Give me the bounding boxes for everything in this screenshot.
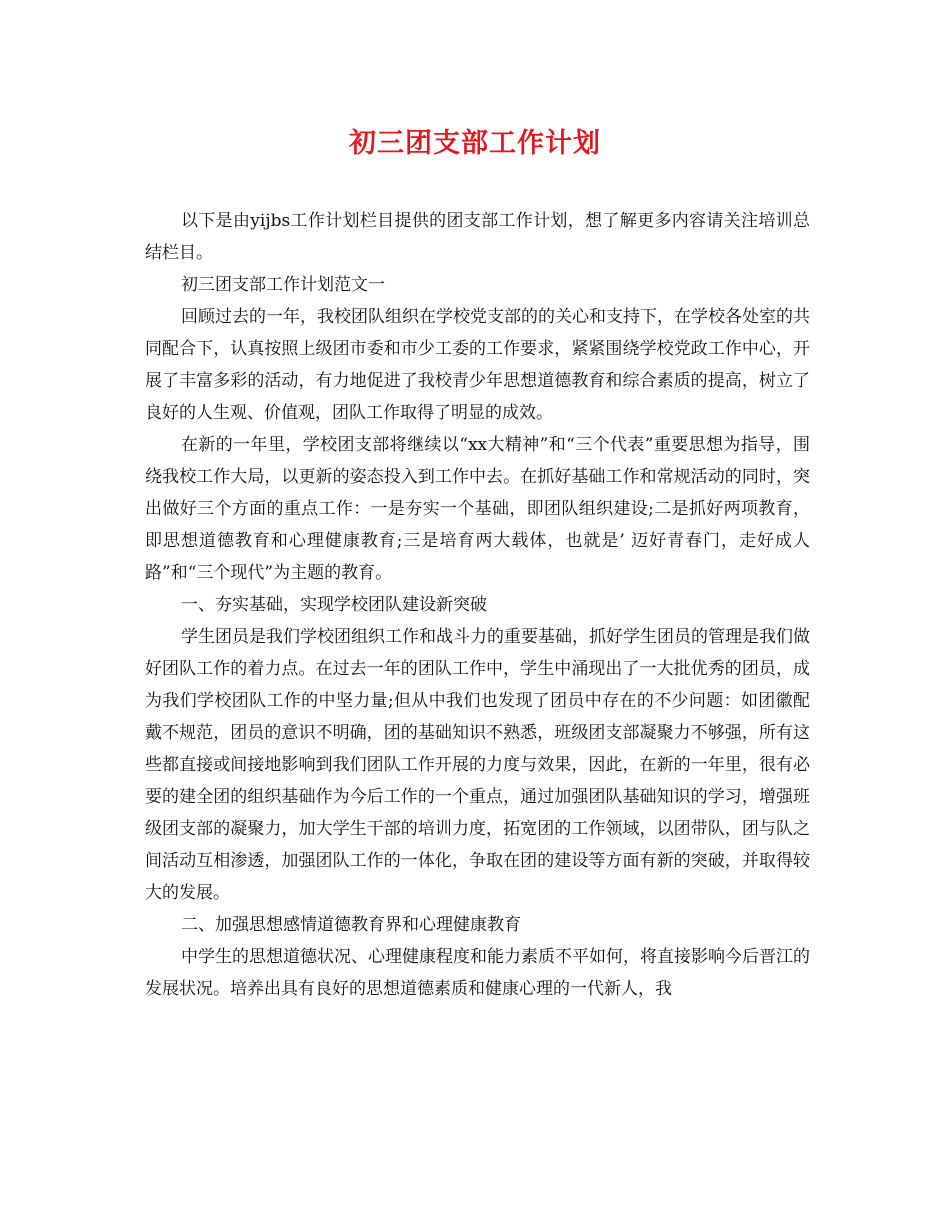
- section-heading-two: 二、加强思想感情道德教育界和心理健康教育: [181, 915, 521, 935]
- student-members-paragraph: 学生团员是我们学校团组织工作和战斗力的重要基础，抓好学生团员的管理是我们做好团队工作的着力点。在过去一年的团队工作中，学生中涌现出了一大批优秀的团员，成为我们学校团队工作的中坚力量;但从中我们也发现了团员中存在的不少问题：如团徽配戴不规范，团员的意识不明确，团的基础知识不熟悉，班级团支部凝聚力不够强，所有这些都直接或间接地影响到我们团队工作开展的力度与效果，因此，在新的一年里，很有必要的建全团的组织基础作为今后工作的一个重点，通过加强团队基础知识的学习，增强班级团支部的凝聚力，加大学生干部的培训力度，拓宽团的工作领域，以团带队，团与队之间活动互相渗透，加强团队工作的一体化，争取在团的建设等方面有新的突破，并取得较大的发展。: [145, 627, 810, 903]
- moral-education-paragraph: 中学生的思想道德状况、心理健康程度和能力素质不平如何，将直接影响今后晋江的发展状况。培养出具有良好的思想道德素质和健康心理的一代新人，我: [145, 947, 810, 999]
- new-year-plan-paragraph: 在新的一年里，学校团支部将继续以“xx大精神”和“三个代表”重要思想为指导，围绕我校工作大局，以更新的姿态投入到工作中去。在抓好基础工作和常规活动的同时，突出做好三个方面的重点工作：一是夯实一个基础，即团队组织建设;二是抓好两项教育，即思想道德教育和心理健康教育;三是培育两大载体，也就是’ 迈好青春门，走好成人路”和“三个现代”为主题的教育。: [145, 435, 810, 583]
- section-heading-sample-one: 初三团支部工作计划范文一: [181, 275, 385, 295]
- section-heading-one: 一、夯实基础，实现学校团队建设新突破: [181, 595, 487, 615]
- intro-paragraph: 以下是由yijbs工作计划栏目提供的团支部工作计划，想了解更多内容请关注培训总结栏目。: [145, 211, 810, 263]
- review-paragraph: 回顾过去的一年，我校团队组织在学校党支部的的关心和支持下，在学校各处室的共同配合下，认真按照上级团市委和市少工委的工作要求，紧紧围绕学校党政工作中心，开展了丰富多彩的活动，有力地促进了我校青少年思想道德教育和综合素质的提高，树立了良好的人生观、价值观，团队工作取得了明显的成效。: [145, 307, 810, 423]
- document-body: [145, 205, 810, 1005]
- document-title: 初三团支部工作计划: [349, 128, 601, 159]
